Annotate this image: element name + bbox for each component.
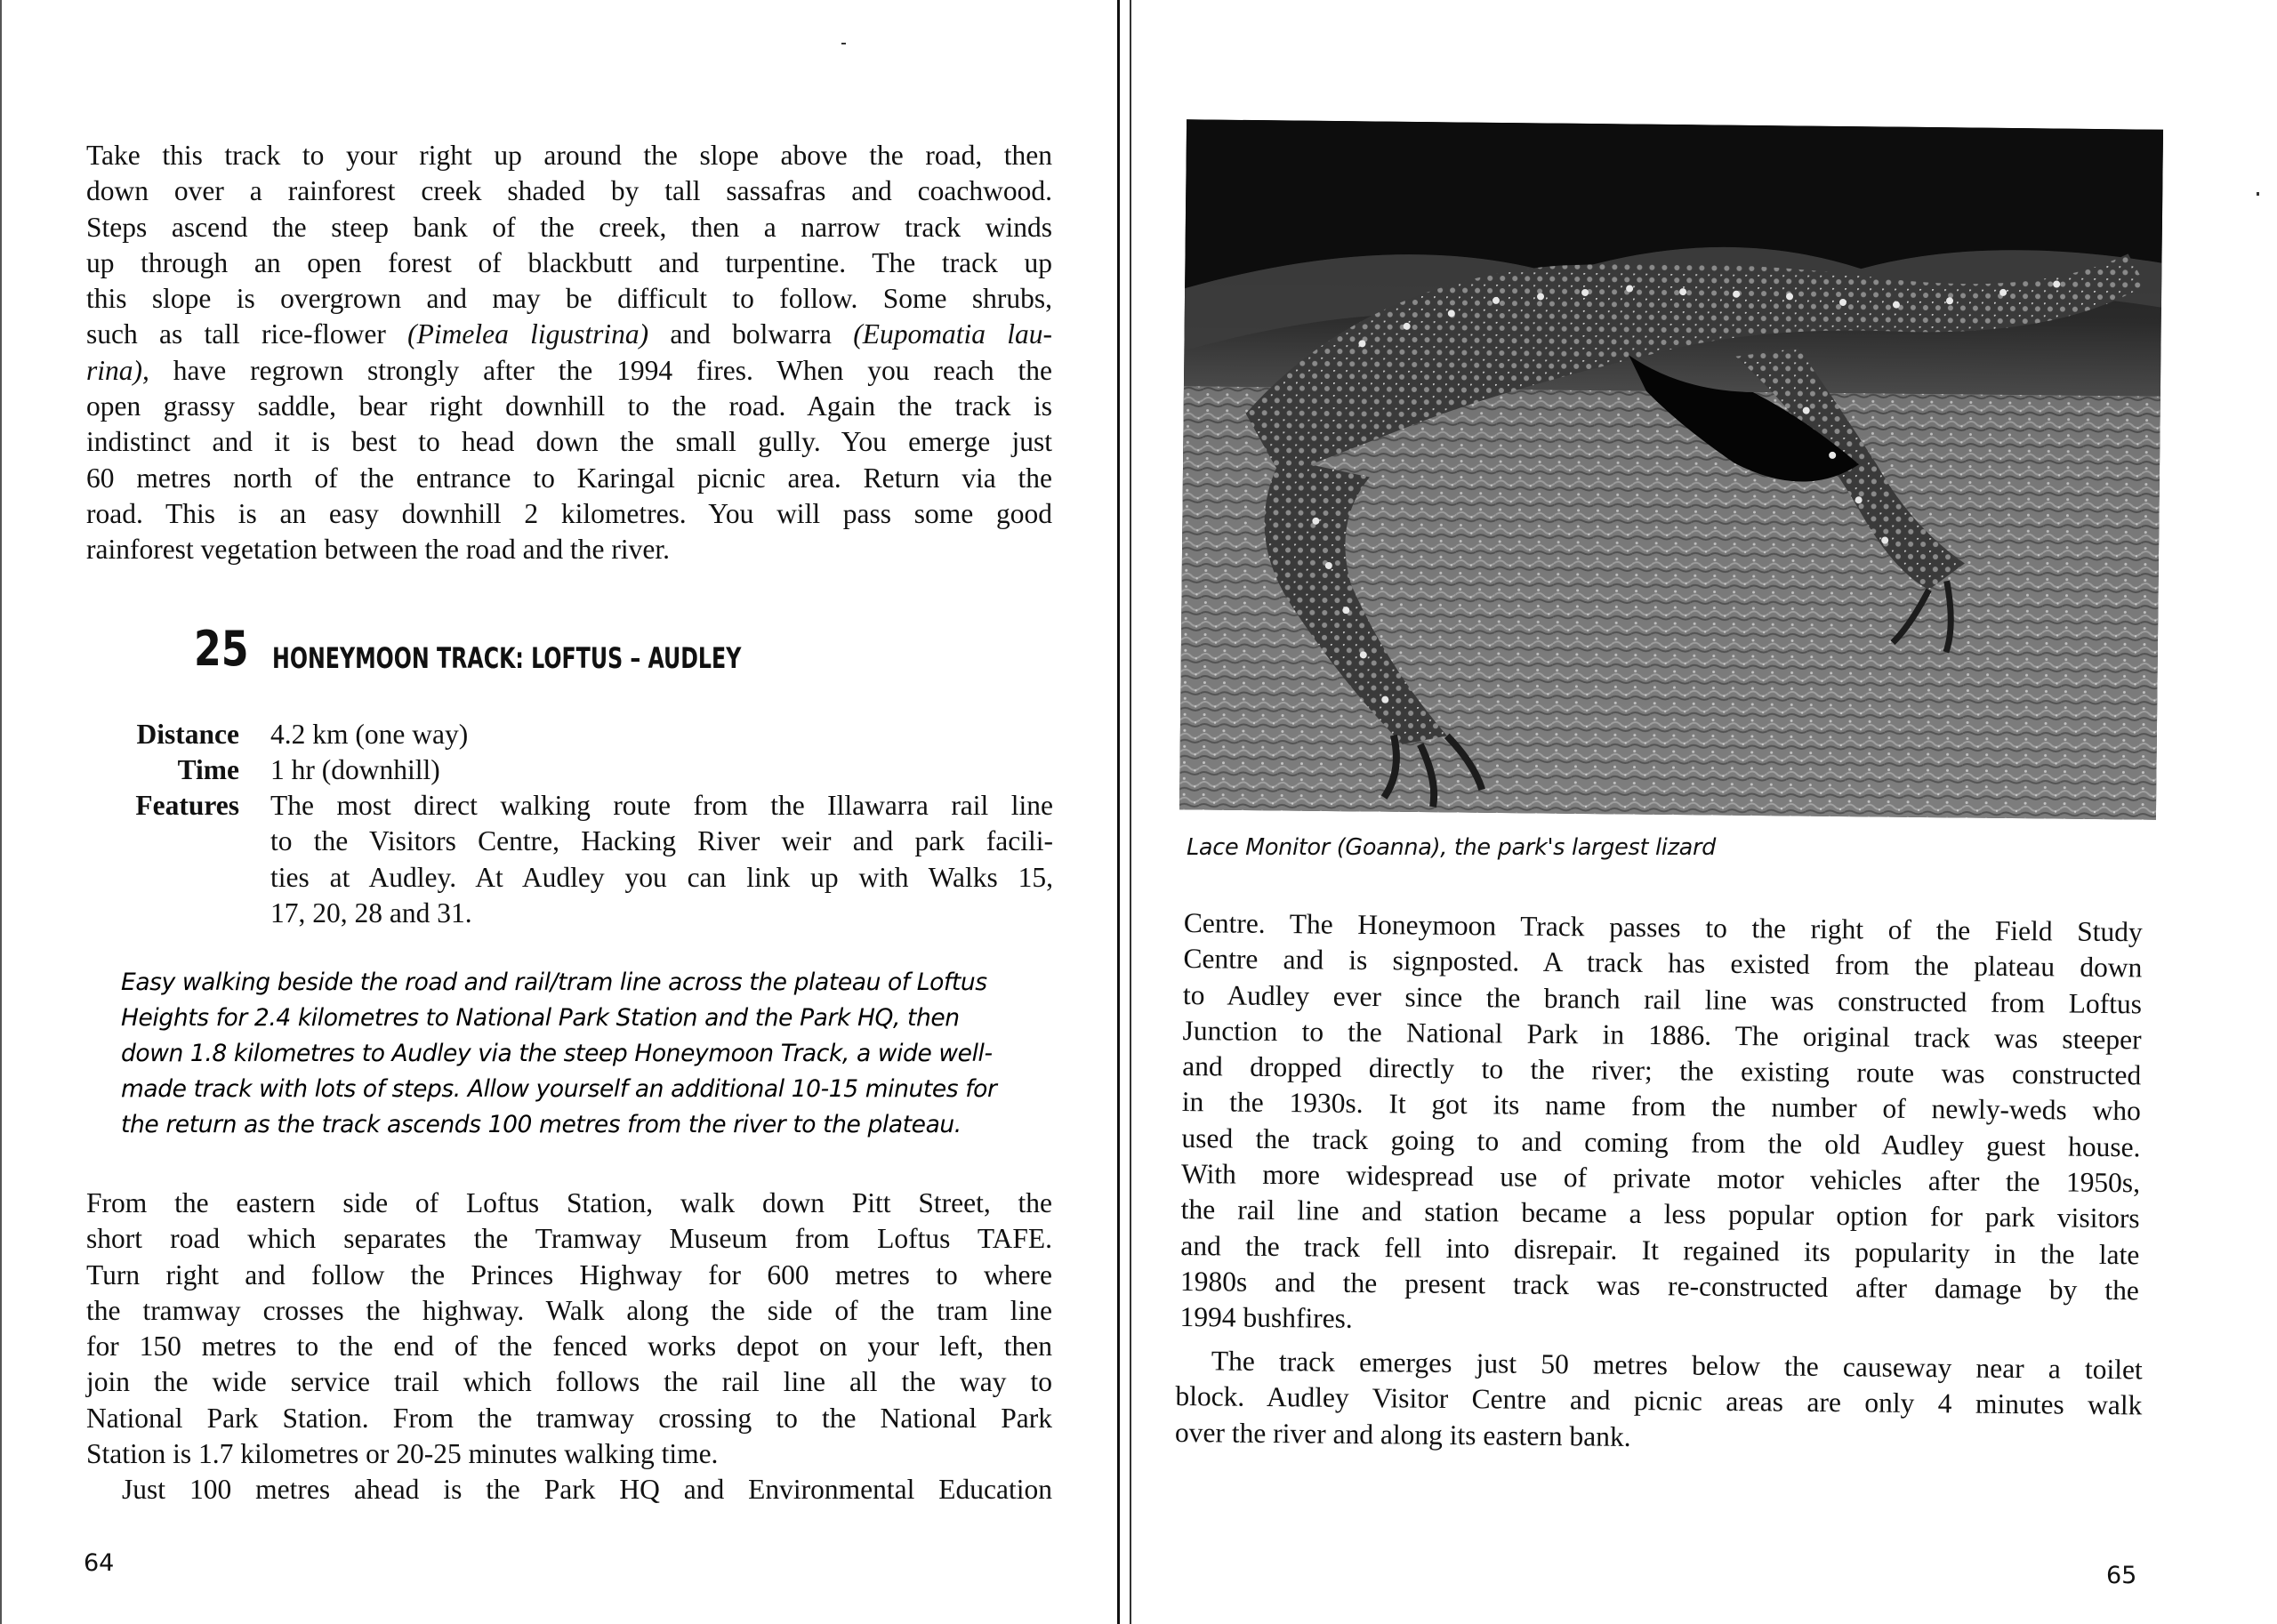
- page-number: 64: [84, 1549, 115, 1577]
- text-line: Just 100 metres ahead is the Park HQ and Environmental Education: [122, 1474, 1052, 1506]
- photo-caption: Lace Monitor (Goanna), the park's largest lizard: [1187, 834, 1717, 861]
- text-line: over the river and along its eastern bank.: [1174, 1416, 1631, 1452]
- text-line: Station is 1.7 kilometres or 20-25 minutes walking time.: [86, 1438, 719, 1470]
- distance-value: 4.2 km (one way): [270, 719, 469, 750]
- text-line: the return as the track ascends 100 metres from the river to the plateau.: [121, 1111, 961, 1138]
- text-line: Heights for 2.4 kilometres to National Park Station and the Park HQ, then: [121, 1004, 960, 1032]
- text-line: The track emerges just 50 metres below the causeway near a toilet: [1211, 1345, 2143, 1386]
- text-line: join the wide service trail which follows the rail line all the way to: [86, 1366, 1052, 1398]
- intro-paragraph: [86, 138, 1052, 568]
- features-label: Features: [135, 790, 239, 821]
- text-line: to Audley ever since the branch rail line was constructed from Loftus: [1182, 978, 2143, 1019]
- text-run: have regrown strongly after the 1994 fires. When you reach the: [173, 354, 1052, 386]
- text-line: and the track fell into disrepair. It regained its popularity in the late: [1180, 1229, 2140, 1271]
- text-line: Junction to the National Park in 1886. The original track was steeper: [1182, 1014, 2142, 1056]
- text-line: short road which separates the Tramway Museum from Loftus TAFE.: [86, 1223, 1052, 1255]
- text-line: Centre. The Honeymoon Track passes to the right of the Field Study: [1183, 906, 2143, 948]
- text-run: and bolwarra: [670, 318, 833, 350]
- distance-label: Distance: [136, 719, 239, 750]
- time-value: 1 hr (downhill): [270, 754, 440, 785]
- text-line: 1980s and the present track was re-constructed after damage by the: [1179, 1265, 2140, 1306]
- species-name: rina),: [86, 354, 149, 386]
- walk-summary: [121, 965, 1013, 1143]
- scan-speck: [2257, 192, 2259, 196]
- text-line: 60 metres north of the entrance to Karingal picnic area. Return via the: [86, 462, 1052, 494]
- gutter-shadow: [1117, 0, 1120, 1624]
- species-name: (Pimelea ligustrina): [407, 318, 649, 350]
- text-line: Steps ascend the steep bank of the creek, then a narrow track winds: [86, 211, 1052, 243]
- time-label: Time: [177, 754, 239, 785]
- text-line: used the track going to and coming from the old Audley guest house.: [1181, 1122, 2141, 1163]
- text-line: 1994 bushfires.: [1179, 1301, 1353, 1335]
- text-line: Easy walking beside the road and rail/tram line across the plateau of Loftus: [121, 969, 987, 996]
- features-value: [270, 788, 1053, 931]
- text-line: Turn right and follow the Princes Highway for 600 metres to where: [86, 1258, 1052, 1290]
- walk-title: HONEYMOON TRACK: LOFTUS – AUDLEY: [272, 641, 742, 675]
- text-line: made track with lots of steps. Allow yourself an additional 10-15 minutes for: [121, 1075, 997, 1103]
- text-line: and dropped directly to the river; the existing route was constructed: [1182, 1050, 2142, 1091]
- scan-speck: [841, 43, 846, 44]
- text-line: down over a rainforest creek shaded by tall sassafras and coachwood.: [86, 175, 1052, 207]
- text-line: The most direct walking route from the Illawarra rail line: [270, 790, 1053, 821]
- body-paragraph: [86, 1186, 1052, 1508]
- lizard-image: [1179, 119, 2163, 819]
- page-edge: [0, 0, 2, 1624]
- text-line: open grassy saddle, bear right downhill to the road. Again the track is: [86, 390, 1052, 422]
- text-line: road. This is an easy downhill 2 kilometres. You will pass some good: [86, 497, 1052, 529]
- text-line: Centre and is signposted. A track has existed from the plateau down: [1183, 943, 2143, 984]
- body-paragraph: [1175, 1343, 2143, 1459]
- text-line: this slope is overgrown and may be difficult to follow. Some shrubs,: [86, 283, 1052, 315]
- text-line: [86, 353, 1052, 389]
- body-paragraph: [1179, 905, 2143, 1345]
- text-line: in the 1930s. It got its name from the number of newly-weds who: [1181, 1086, 2141, 1127]
- text-line: rainforest vegetation between the road and the river.: [86, 534, 670, 566]
- text-line: Take this track to your right up around the slope above the road, then: [86, 140, 1052, 171]
- text-line: down 1.8 kilometres to Audley via the steep Honeymoon Track, a wide well-: [121, 1040, 993, 1067]
- page-number: 65: [2106, 1562, 2137, 1589]
- text-line: National Park Station. From the tramway crossing to the National Park: [86, 1402, 1052, 1434]
- text-run: such as tall rice-flower: [86, 318, 386, 350]
- left-page: [0, 0, 1115, 1624]
- text-line: the rail line and station became a less popular option for park visitors: [1180, 1194, 2140, 1234]
- text-line: block. Audley Visitor Centre and picnic areas are only 4 minutes walk: [1175, 1380, 2143, 1421]
- text-line: From the eastern side of Loftus Station, walk down Pitt Street, the: [86, 1187, 1052, 1218]
- text-line: [86, 317, 1052, 352]
- text-line: indistinct and it is best to head down the small gully. You emerge just: [86, 426, 1052, 458]
- walk-number: 25: [194, 621, 249, 677]
- text-line: the tramway crosses the highway. Walk along the side of the tram line: [86, 1294, 1052, 1326]
- species-name: (Eupomatia lau-: [853, 318, 1052, 350]
- lace-monitor-photo: [1179, 119, 2163, 819]
- text-line: With more widespread use of private motor vehicles after the 1950s,: [1180, 1158, 2141, 1199]
- text-line: up through an open forest of blackbutt and turpentine. The track up: [86, 246, 1052, 278]
- text-line: for 150 metres to the end of the fenced works depot on your left, then: [86, 1331, 1052, 1363]
- text-line: ties at Audley. At Audley you can link up with Walks 15,: [270, 861, 1053, 893]
- text-line: 17, 20, 28 and 31.: [270, 896, 472, 929]
- text-line: to the Visitors Centre, Hacking River weir and park facili-: [270, 825, 1053, 857]
